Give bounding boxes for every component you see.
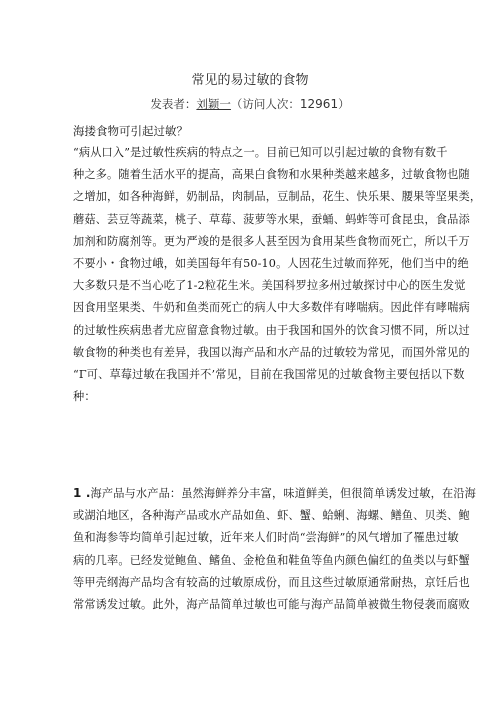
text-line: 不要小・食物过峨，如美国每年有50-10。人因花生过敏而猝死，他们当中的绝 [73,257,469,271]
byline [0,96,500,112]
text-line: 敏食物的种类也有差异，我国以海产品和水产品的过敏较为常见，而国外常见的 [73,345,470,359]
text-line: 常常诱发过敏。此外，海产品简单过敏也可能与海产品简单被微生物侵袭而腐败 [73,598,470,612]
author-link[interactable]: 刘颖一 [196,97,231,111]
text-line: 种之多。随着生活水平的提高，高果白食物和水果种类越来越多，过敏食物也随 [73,168,470,182]
text-line: “病从口入”是过敏性疾病的特点之一。目前已知可以引起过敏的食物有数千 [73,146,448,159]
text-line: 之增加，如各种海鲜，奶制品，肉制品，豆制品，花生、快乐果、腰果等坚果类， [73,190,482,204]
text-line: 病的几率。已经发觉鲍鱼、鳍鱼、金枪鱼和鞋鱼等鱼内颜色偏红的鱼类以与虾蟹 [73,553,470,567]
article-title: 常见的易过敏的食物 [191,73,309,88]
text-line: 等甲壳纲海产品均含有较高的过敏原成份，而且这些过敏原通常耐热，京饪后也 [73,575,470,589]
text-line: 蘑菇、芸豆等蔬菜，桃子、草莓、菠萝等水果，蚕蛹、蚂蚱等可食昆虫，食品添 [73,212,470,226]
text-line: 加剂和防腐剂等。更为严竣的是很多人甚至因为食用某些食物而死亡，所以千万 [73,234,470,248]
text-line-first [73,482,477,505]
text-line: 或湖泊地区，各种海产品或水产品如鱼、虾、蟹、蛤蜊、海螺、鳝鱼、贝类、鲍 [73,509,470,523]
paragraph-intro [73,142,482,408]
visits-label-close: ） [338,97,350,111]
paragraph-seafood [73,482,477,616]
visit-count: 12961 [299,97,339,111]
list-number: 1 . [73,486,91,500]
text-line: “Γ可、草莓过敏在我国并不’常见，目前在我国常见的过敏食物主要包括以下数 [73,368,465,382]
text-line: 的过敏性疾病患者尤应留意食物过敏。由于我国和国外的饮食习惯不同，所以过 [73,323,470,337]
text-line: 种： [73,390,96,404]
visits-label-open: （访问人次： [230,97,300,111]
text-line: 鱼和海参等均简单引起过敏，近年来人们时尚“尝海鲜”的风气增加了罹患过敏 [73,531,459,545]
text-line: 海产品与水产品：虽然海鲜养分丰富，味道鲜美，但很简单诱发过敏，在沿海 [90,487,477,500]
text-line: 大多数只是不当心吃了1-2粒花生米。美国科罗拉多州过敏探讨中心的医生发觉 [73,279,466,293]
question-heading: 海搂食物可引起过敏？ [73,124,188,138]
text-line: 因食用坚果类、牛奶和鱼类而死亡的病人中大多数伴有哮喘病。因此伴有哮喘病 [73,301,470,315]
byline-prefix: 发表者： [150,97,197,111]
